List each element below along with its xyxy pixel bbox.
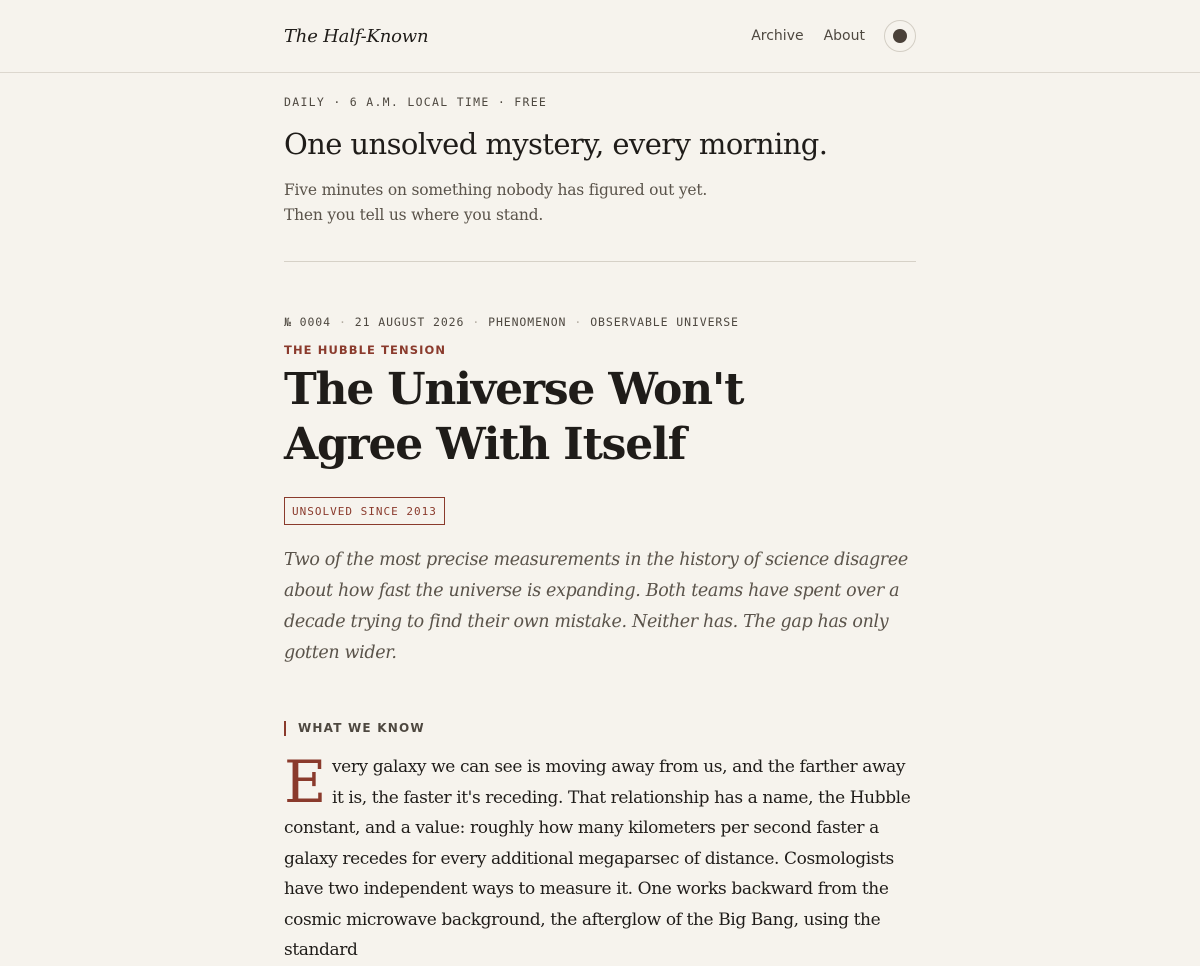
article-dek: Two of the most precise measurements in the history of science disagree about how fast the universe is expanding. Both teams have spent over a decade trying to find their own mistake. Neither has. The gap has only gotten wider. (284, 550, 908, 664)
article-number: № 0004 (284, 315, 331, 330)
intro-description (284, 178, 916, 228)
drop-cap: E (284, 748, 326, 817)
article-category: PHENOMENON (488, 315, 567, 330)
body-text: very galaxy we can see is moving away from us, and the farther away it is, the faster it's receding. That relationship has a name, the Hubble constant, and a value: roughly how many kilometers per second faster a galaxy recedes for every additional megaparsec of distance. Cosmologists have two independent ways to measure it. One works backward from the cosmic microwave background, the afterglow of the Big Bang, using the standard (284, 757, 911, 961)
article-kicker: THE HUBBLE TENSION (284, 343, 447, 358)
intro-eyebrow: DAILY · 6 A.M. LOCAL TIME · FREE (284, 95, 548, 109)
intro-description-line: Five minutes on something nobody has figured out yet. (284, 181, 708, 200)
article (284, 262, 916, 966)
article-meta (284, 315, 916, 329)
header-inner (284, 0, 916, 72)
article-date: 21 AUGUST 2026 (354, 315, 465, 330)
intro-tagline: One unsolved mystery, every morning. (284, 127, 828, 161)
article-body-paragraph (284, 748, 916, 966)
nav-link-archive[interactable]: Archive (751, 28, 804, 44)
main-content (284, 73, 916, 966)
article-title: The Universe Won't Agree With Itself (284, 364, 744, 471)
section-label-what-we-know: WHAT WE KNOW (284, 721, 916, 736)
status-badge: UNSOLVED SINCE 2013 (284, 497, 445, 525)
theme-toggle-button[interactable] (884, 20, 916, 52)
nav-link-about[interactable]: About (823, 28, 865, 44)
theme-toggle-icon (893, 29, 907, 43)
meta-separator: · (472, 315, 481, 330)
brand-logo-link[interactable]: The Half-Known (284, 25, 429, 47)
meta-separator: · (574, 315, 583, 330)
main-nav (751, 20, 916, 52)
site-header (0, 0, 1200, 73)
meta-separator: · (338, 315, 347, 330)
article-scope: OBSERVABLE UNIVERSE (590, 315, 739, 330)
intro-section (284, 73, 916, 262)
intro-description-line: Then you tell us where you stand. (284, 206, 544, 225)
